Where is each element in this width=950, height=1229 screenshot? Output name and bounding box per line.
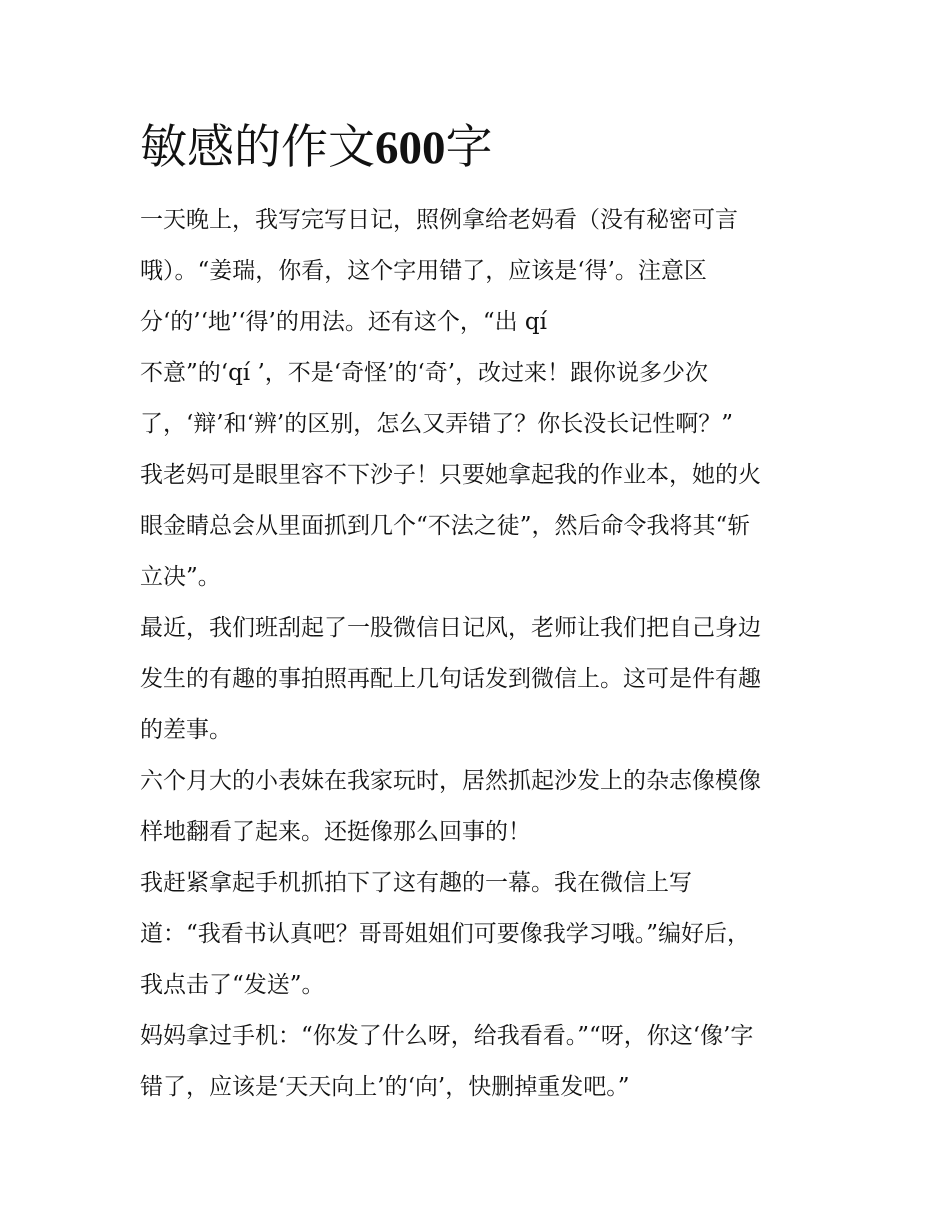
text-line: 了，‘辩’和‘辨’的区别，怎么又弄错了？你长没长记性啊？” — [140, 411, 734, 437]
title-suffix: 字 — [445, 120, 493, 175]
text-line: 最近，我们班刮起了一股微信日记风，老师让我们把自己身边 — [140, 615, 761, 641]
text-line: 一天晚上，我写完写日记，照例拿给老妈看（没有秘密可言 — [140, 207, 738, 233]
title-prefix: 敏感的作文 — [140, 120, 375, 175]
text-line: 哦）。“姜瑞，你看，这个字用错了，应该是‘得’。注意区 — [140, 258, 707, 284]
text-line: 立决”。 — [140, 564, 221, 590]
text-line: 六个月大的小表妹在我家玩时，居然抓起沙发上的杂志像模像 — [140, 768, 761, 794]
text-line: 我老妈可是眼里容不下沙子！只要她拿起我的作业本，她的火 — [140, 462, 761, 488]
text-line: 眼金睛总会从里面抓到几个“不法之徒”，然后命令我将其“斩 — [140, 513, 751, 539]
text-line: 道：“我看书认真吧？哥哥姐姐们可要像我学习哦。”编好后， — [140, 921, 751, 947]
text-line: 发生的有趣的事拍照再配上几句话发到微信上。这可是件有趣 — [140, 666, 761, 692]
text-line: 我点击了“发送”。 — [140, 972, 325, 998]
page-title — [140, 116, 493, 180]
text-line: 样地翻看了起来。还挺像那么回事的！ — [140, 819, 531, 845]
text-line: 错了，应该是‘天天向上’的‘向’，快删掉重发吧。” — [140, 1074, 630, 1100]
text-line: 不意”的‘qí ’，不是‘奇怪’的‘奇’，改过来！跟你说多少次 — [140, 360, 709, 386]
text-line: 我赶紧拿起手机抓拍下了这有趣的一幕。我在微信上写 — [140, 870, 692, 896]
text-line: 的差事。 — [140, 717, 232, 743]
text-line: 妈妈拿过手机：“你发了什么呀，给我看看。”“呀，你这‘像’字 — [140, 1023, 754, 1049]
text-line: 分‘的’‘地’‘得’的用法。还有这个，“出 qí — [140, 309, 548, 335]
title-number: 600 — [375, 122, 446, 174]
